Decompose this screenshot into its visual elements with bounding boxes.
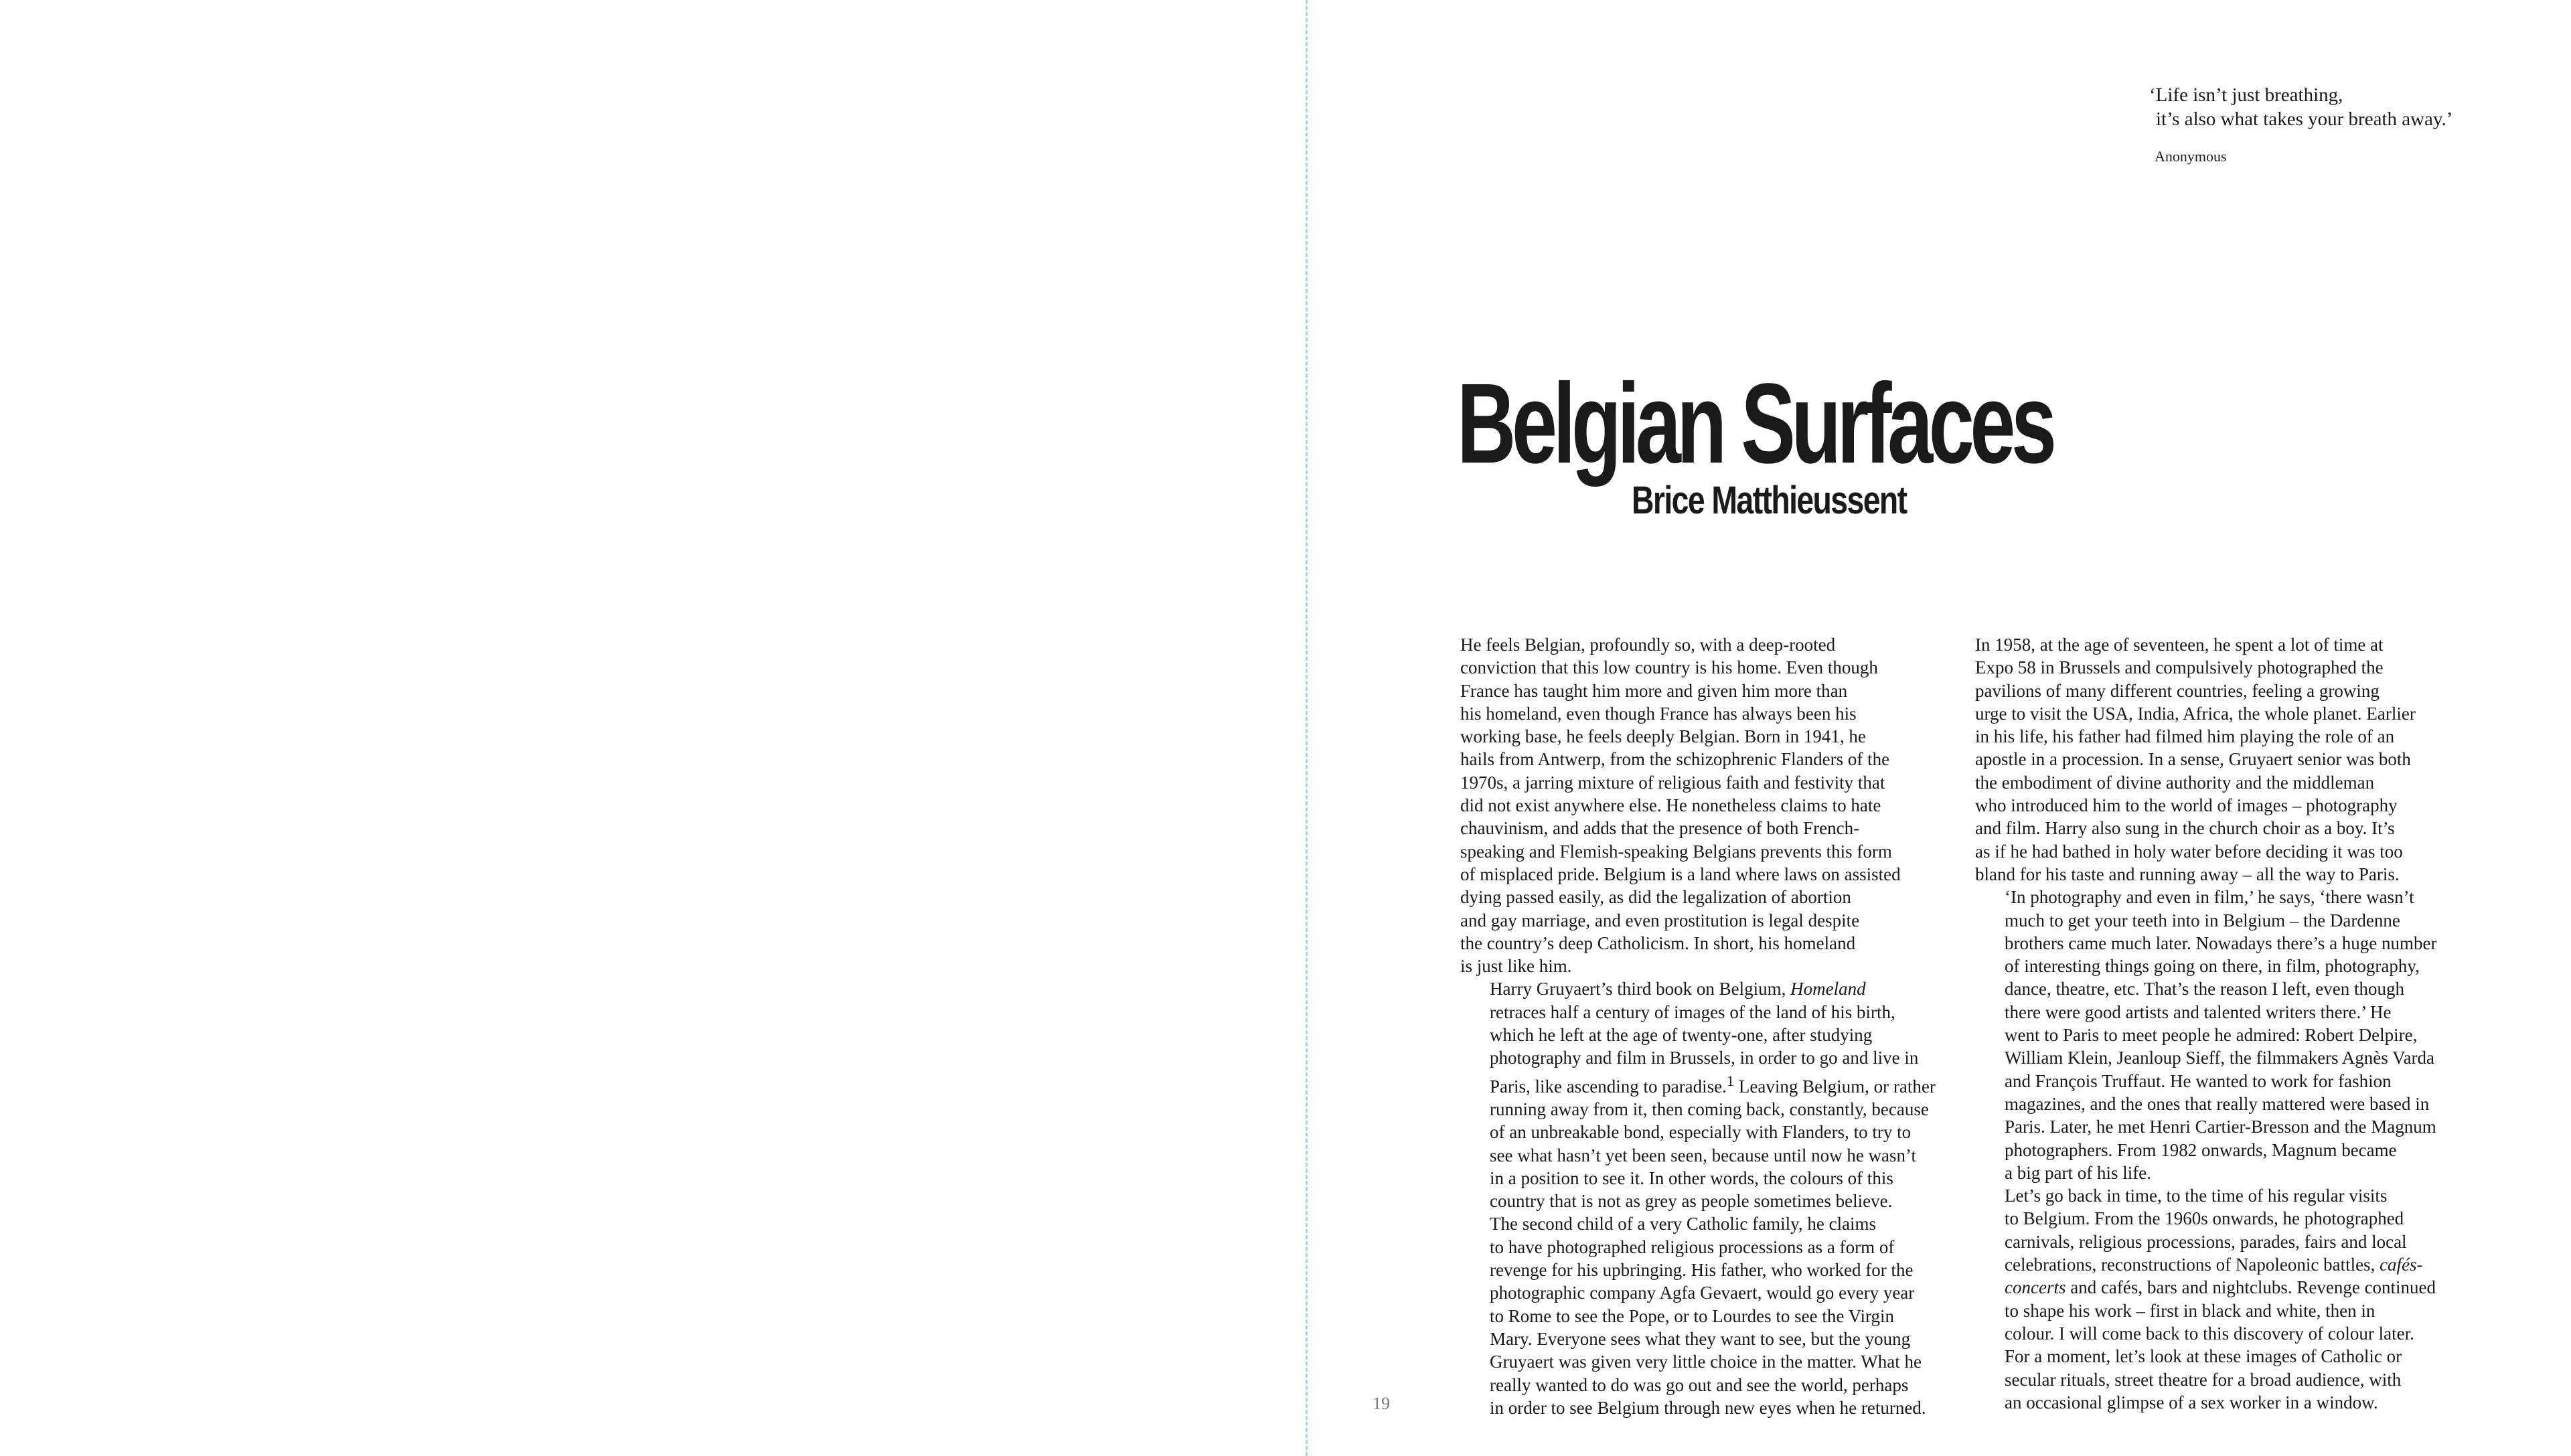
italic-term: concerts xyxy=(2005,1277,2066,1298)
text-line: apostle in a procession. In a sense, Gruyaert senior was both xyxy=(1975,749,2411,770)
text-line: 1970s, a jarring mixture of religious faith and festivity that xyxy=(1460,772,1885,793)
text-line: dying passed easily, as did the legalization of abortion xyxy=(1460,887,1851,908)
text-line: France has taught him more and given him more than xyxy=(1460,680,1848,701)
text-line: secular rituals, street theatre for a broad audience, with xyxy=(2005,1369,2402,1390)
text-line: as if he had bathed in holy water before deciding it was too xyxy=(1975,841,2403,862)
text-line: went to Paris to meet people he admired: Robert Delpire, xyxy=(2005,1025,2418,1046)
text-run: Leaving Belgium, or rather xyxy=(1734,1076,1936,1097)
text-line: colour. I will come back to this discovery of colour later. xyxy=(2005,1323,2414,1344)
paragraph-6 xyxy=(1975,1184,2487,1414)
article-author: Brice Matthieussent xyxy=(1632,479,1907,522)
text-line: his homeland, even though France has always been his xyxy=(1460,703,1857,724)
text-run: and cafés, bars and nightclubs. Revenge continued xyxy=(2066,1277,2436,1298)
text-line: country that is not as grey as people sometimes believe. xyxy=(1490,1191,1893,1212)
text-line: to Rome to see the Pope, or to Lourdes to see the Virgin xyxy=(1490,1305,1895,1326)
text-line: photography and film in Brussels, in order to go and live in xyxy=(1490,1048,1919,1068)
paragraph-2 xyxy=(1460,977,1972,1212)
article-title: Belgian Surfaces xyxy=(1457,360,2053,487)
page-number: 19 xyxy=(1373,1394,1390,1413)
text-line: the country’s deep Catholicism. In short, his homeland xyxy=(1460,933,1856,953)
text-line: dance, theatre, etc. That’s the reason I left, even though xyxy=(2005,979,2405,999)
text-line: and François Truffaut. He wanted to work for fashion xyxy=(2005,1070,2392,1091)
text-line: Mary. Everyone sees what they want to see, but the young xyxy=(1490,1328,1911,1349)
text-line xyxy=(1460,1070,1972,1098)
epigraph-author: Anonymous xyxy=(2155,148,2227,165)
text-line: pavilions of many different countries, feeling a growing xyxy=(1975,680,2380,701)
text-line: in order to see Belgium through new eyes when he returned. xyxy=(1490,1397,1926,1418)
text-line: He feels Belgian, profoundly so, with a deep-rooted xyxy=(1460,635,1836,655)
text-line: Paris. Later, he met Henri Cartier-Bresson and the Magnum xyxy=(2005,1117,2436,1137)
text-line: there were good artists and talented writers there.’ He xyxy=(2005,1001,2392,1022)
text-line: ‘In photography and even in film,’ he says, ‘there wasn’t xyxy=(2005,887,2414,908)
text-line: is just like him. xyxy=(1460,956,1572,977)
paragraph-5 xyxy=(1975,886,2487,1184)
text-line: and film. Harry also sung in the church choir as a boy. It’s xyxy=(1975,818,2395,839)
text-line: Let’s go back in time, to the time of his regular visits xyxy=(2005,1186,2388,1206)
text-line: a big part of his life. xyxy=(2005,1162,2151,1183)
text-line: in his life, his father had filmed him playing the role of an xyxy=(1975,726,2395,747)
text-line: speaking and Flemish-speaking Belgians prevents this form xyxy=(1460,841,1892,862)
text-line: carnivals, religious processions, parades, fairs and local xyxy=(2005,1231,2407,1252)
text-line: conviction that this low country is his home. Even though xyxy=(1460,657,1878,678)
text-line: William Klein, Jeanloup Sieff, the filmmakers Agnès Varda xyxy=(2005,1048,2435,1068)
epigraph-line-2: it’s also what takes your breath away.’ xyxy=(2156,108,2453,130)
text-line: retraces half a century of images of the land of his birth, xyxy=(1490,1001,1895,1022)
text-line: brothers came much later. Nowadays there’s a huge number xyxy=(2005,933,2437,953)
text-run: Paris, like ascending to paradise. xyxy=(1490,1076,1727,1097)
text-column-1 xyxy=(1460,633,1972,1419)
text-run: celebrations, reconstructions of Napoleonic battles, xyxy=(2005,1255,2380,1275)
text-column-2 xyxy=(1975,633,2487,1414)
text-line: to have photographed religious processions as a form of xyxy=(1490,1236,1895,1257)
text-line: really wanted to do was go out and see the world, perhaps xyxy=(1490,1374,1909,1395)
text-line: The second child of a very Catholic family, he claims xyxy=(1490,1214,1877,1234)
paragraph-4 xyxy=(1975,633,2487,886)
text-line xyxy=(1975,1276,2487,1299)
text-line: see what hasn’t yet been seen, because until now he wasn’t xyxy=(1490,1145,1917,1165)
text-line xyxy=(1460,977,1972,1000)
text-line: which he left at the age of twenty-one, after studying xyxy=(1490,1025,1873,1046)
text-line: to Belgium. From the 1960s onwards, he photographed xyxy=(2005,1208,2404,1229)
text-line: revenge for his upbringing. His father, who worked for the xyxy=(1490,1260,1914,1281)
text-line: did not exist anywhere else. He nonetheless claims to hate xyxy=(1460,795,1881,816)
text-line: and gay marriage, and even prostitution is legal despite xyxy=(1460,910,1860,931)
text-line: For a moment, let’s look at these images of Catholic or xyxy=(2005,1346,2402,1367)
text-line: bland for his taste and running away – all the way to Paris. xyxy=(1975,864,2400,884)
text-line: chauvinism, and adds that the presence of both French- xyxy=(1460,818,1860,839)
text-line: Expo 58 in Brussels and compulsively photographed the xyxy=(1975,657,2384,678)
italic-term: cafés- xyxy=(2380,1255,2423,1275)
epigraph-line-1: ‘Life isn’t just breathing, xyxy=(2149,84,2343,106)
paragraph-1 xyxy=(1460,633,1972,977)
text-line: who introduced him to the world of images – photography xyxy=(1975,795,2398,816)
text-line: urge to visit the USA, India, Africa, the whole planet. Earlier xyxy=(1975,703,2416,724)
text-line: photographers. From 1982 onwards, Magnum became xyxy=(2005,1139,2397,1160)
text-line: much to get your teeth into in Belgium – the Dardenne xyxy=(2005,910,2400,931)
text-line: the embodiment of divine authority and the middleman xyxy=(1975,772,2375,793)
text-line: running away from it, then coming back, constantly, because xyxy=(1490,1099,1929,1119)
text-line: an occasional glimpse of a sex worker in a window. xyxy=(2005,1392,2378,1412)
epigraph xyxy=(2149,83,2452,169)
text-run: Harry Gruyaert’s third book on Belgium, xyxy=(1490,979,1791,999)
paragraph-3 xyxy=(1460,1212,1972,1419)
text-line: magazines, and the ones that really mattered were based in xyxy=(2005,1093,2430,1114)
page-gutter-divider xyxy=(1306,0,1308,1456)
text-line: in a position to see it. In other words, the colours of this xyxy=(1490,1167,1893,1188)
text-line: of misplaced pride. Belgium is a land where laws on assisted xyxy=(1460,864,1901,884)
text-line: of an unbreakable bond, especially with Flanders, to try to xyxy=(1490,1122,1912,1143)
text-line: working base, he feels deeply Belgian. Born in 1941, he xyxy=(1460,726,1866,747)
text-line: photographic company Agfa Gevaert, would go every year xyxy=(1490,1283,1915,1303)
text-line: In 1958, at the age of seventeen, he spent a lot of time at xyxy=(1975,635,2384,655)
text-line: to shape his work – first in black and white, then in xyxy=(2005,1300,2375,1321)
book-title: Homeland xyxy=(1790,979,1866,999)
text-line: hails from Antwerp, from the schizophrenic Flanders of the xyxy=(1460,749,1890,770)
footnote-marker[interactable]: 1 xyxy=(1726,1072,1735,1089)
text-line: of interesting things going on there, in film, photography, xyxy=(2005,956,2420,977)
text-line xyxy=(1975,1253,2487,1276)
text-line: Gruyaert was given very little choice in the matter. What he xyxy=(1490,1352,1922,1372)
